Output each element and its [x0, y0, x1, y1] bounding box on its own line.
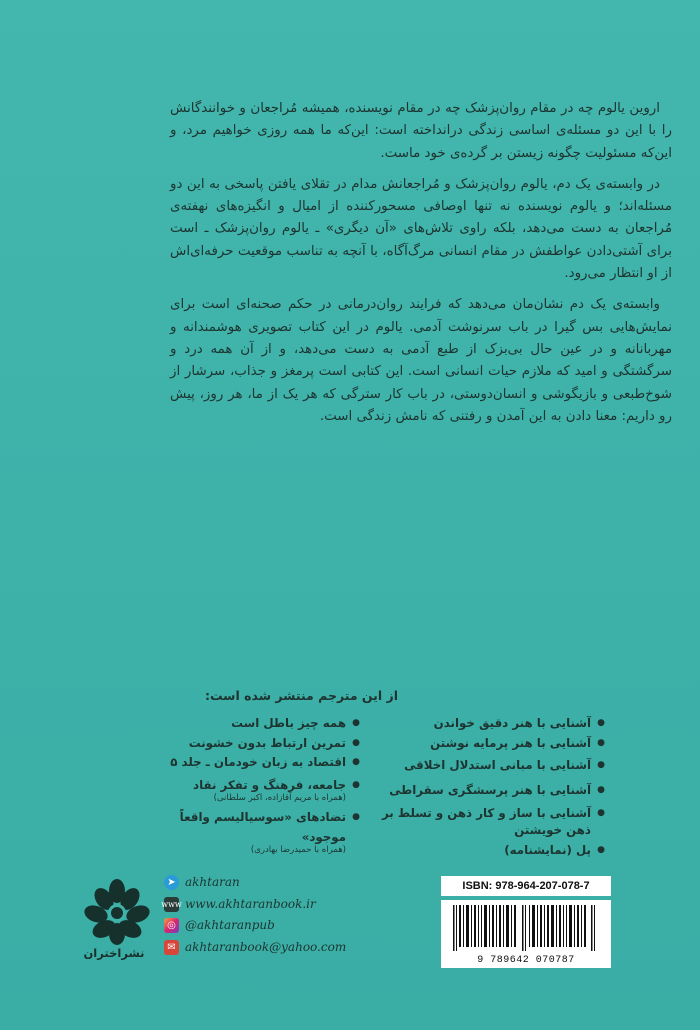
instagram-icon: ◎	[164, 918, 179, 933]
book-item: ● آشنایی با مبانی استدلال اخلاقی	[375, 756, 605, 776]
book-coauthors: (همراه با مریم آقازاده، اکبر سلطانی)	[213, 793, 346, 803]
synopsis	[170, 98, 672, 437]
instagram-contact[interactable]: ◎ @akhtaranpub	[164, 915, 346, 937]
synopsis-paragraph: در وابسته‌ی یک دم، یالوم روان‌پزشک و مُراجعانش مدام در تقلای یافتن پاسخی به این دو مسئله‌اند؛ و یالوم نویسنده نه تنها اوصافی مسحورکننده از امیال و انگیزه‌های نهفته‌ی مُراجعان به دست می‌دهد، بلکه راوی تلاش‌های «آن دیگری» ـ یالوم روان‌پزشک ـ است برای آشتی‌دادن عواطفش در مقام انسانی مرگ‌آگاه، با آنچه به تناسب موقعیت حرفه‌ای‌اش از او انتظار می‌رود.	[170, 176, 672, 282]
publisher-contacts	[161, 872, 347, 958]
book-item: ● پل (نمایشنامه)	[375, 841, 605, 861]
publisher-logo-icon	[82, 877, 152, 957]
translator-books-list-right	[375, 714, 605, 861]
book-coauthors: (همراه با حمیدرضا بهادری)	[250, 845, 346, 855]
email-contact[interactable]: ✉ akhtaranbook@yahoo.com	[164, 937, 346, 959]
book-item: ● جامعه، فرهنگ و تفکر نقاد (همراه با مریم آقازاده، اکبر سلطانی)	[145, 776, 360, 805]
globe-icon: www	[164, 897, 179, 912]
barcode-bars-icon	[451, 905, 601, 951]
synopsis-paragraph: اروین یالوم چه در مقام روان‌پزشک چه در مقام نویسنده، همیشه مُراجعان و خوانندگانش را با این دو مسئله‌ی اساسی زندگی درانداخته است: این‌که ما همه روزی خواهیم مرد، و این‌که مسئولیت چگونه زیستن بر گرده‌ی خود ماست.	[170, 101, 672, 161]
book-item: ● اقتصاد به زبان خودمان ـ جلد ۵	[145, 753, 360, 773]
isbn-label: ISBN: 978-964-207-078-7	[441, 876, 611, 896]
telegram-icon: ➤	[164, 875, 179, 890]
book-item: ● آشنایی با هنر دقیق خواندن	[375, 714, 605, 734]
book-item: ● تمرین ارتباط بدون خشونت	[145, 734, 360, 754]
barcode	[441, 900, 611, 968]
translator-books-heading: از این مترجم منتشر شده است:	[204, 688, 398, 703]
barcode-digits: 9 789642 070787	[477, 955, 575, 966]
mail-icon: ✉	[164, 940, 179, 955]
website-contact[interactable]: www www.akhtaranbook.ir	[161, 896, 316, 911]
translator-books-list-left	[145, 714, 360, 856]
book-item: ● همه چیز باطل است	[145, 714, 360, 734]
book-item: ● آشنایی با ساز و کار ذهن و تسلط بر ذهن خویشتن	[375, 805, 605, 839]
synopsis-paragraph: وابسته‌ی یک دم نشان‌مان می‌دهد که فرایند روان‌درمانی در حکم صحنه‌ای است برای نمایش‌هایی بس گیرا در باب سرنوشت آدمی. یالوم در این کتاب تصویری هوشمندانه و مهربانانه و در عین حال بی‌بزک از طبع آدمی به دست می‌دهد، و از آن همه درد و سرگشتگی و امید که ملازم حیات انسانی است. این کتابی است پرمغز و جذاب، سرشار از شوخ‌طبعی و بازیگوشی و انسان‌دوستی، در باب کار سترگی که هر یک از ما، هر روز، پیش رو داریم: معنا دادن به این آمدن و رفتنی که نامش زندگی است.	[170, 297, 672, 424]
telegram-contact[interactable]: ➤ akhtaran	[164, 872, 346, 894]
book-item: ● آشنایی با هنر پرمایه نوشتن	[375, 734, 605, 754]
book-item: ● تضادهای «سوسیالیسم واقعاً موجود» (همراه با حمیدرضا بهادری)	[145, 808, 360, 856]
book-item: ● آشنایی با هنر پرسشگری سقراطی	[375, 781, 605, 801]
publisher-name: نشراختران	[83, 946, 145, 960]
